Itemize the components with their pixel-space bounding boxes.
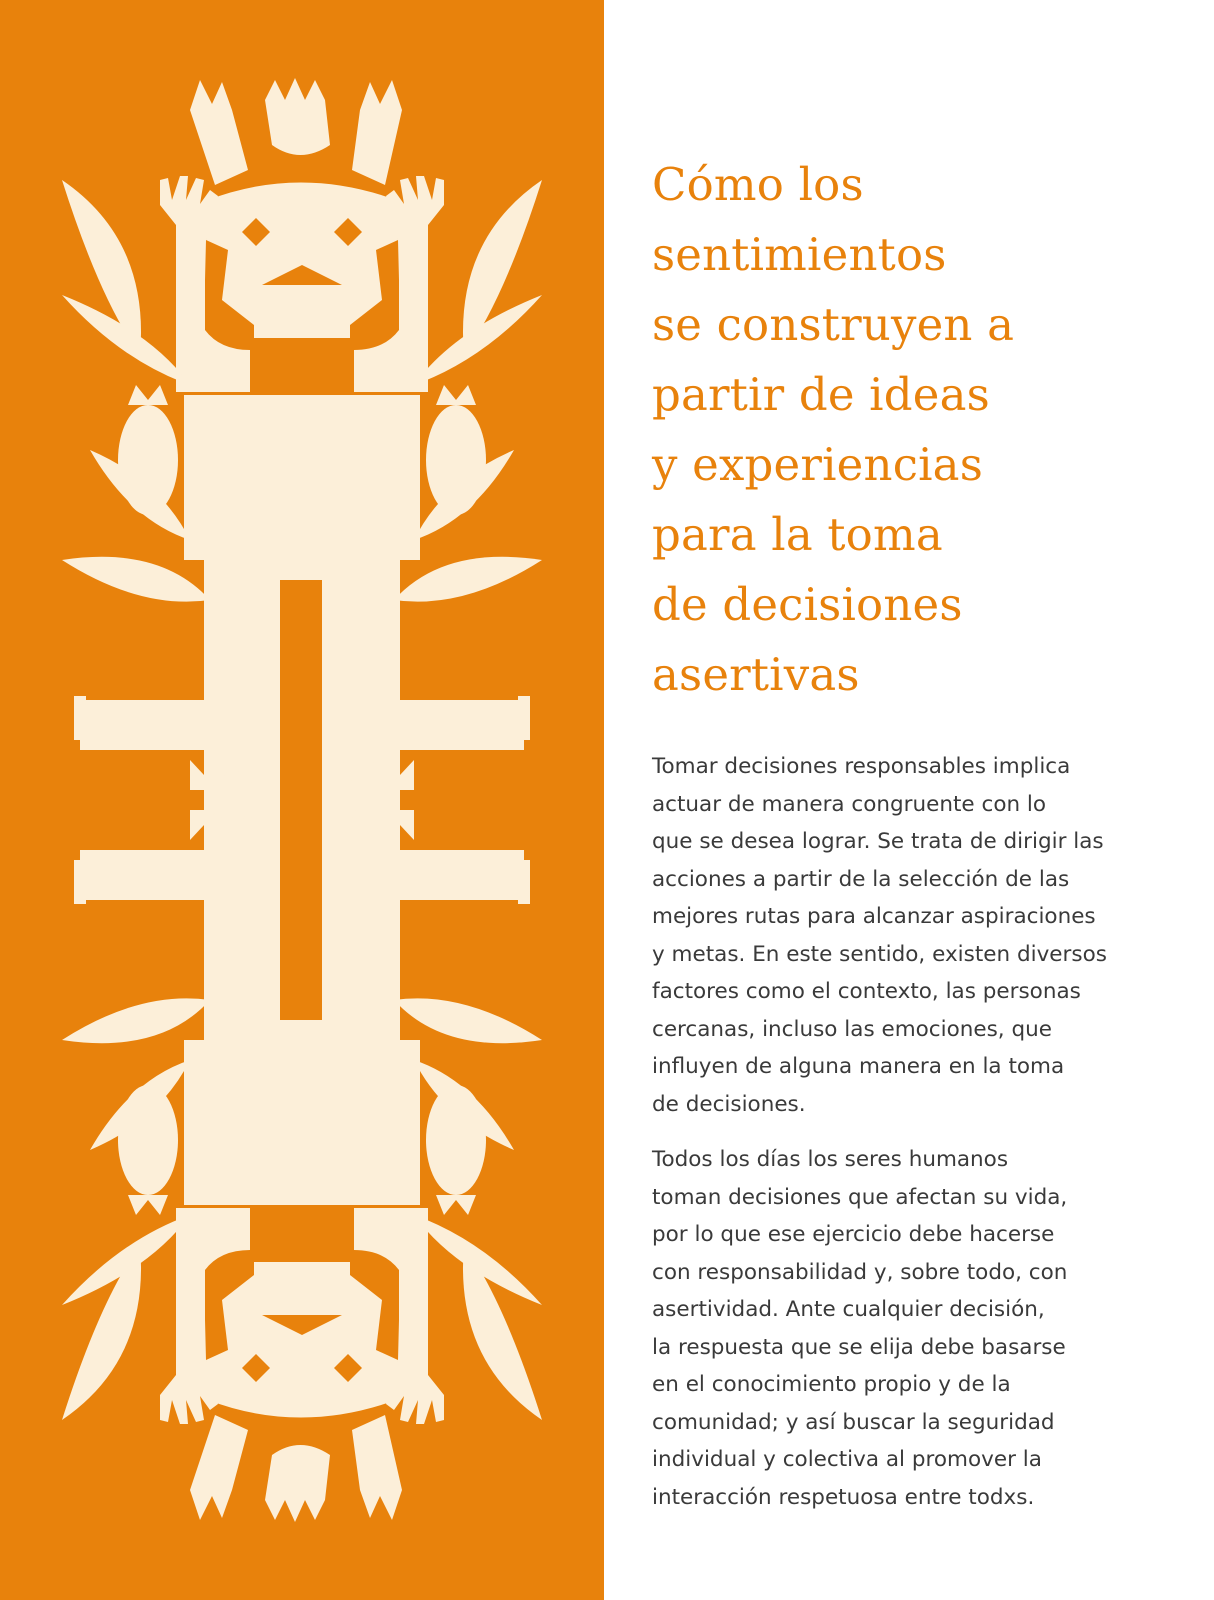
head [206, 183, 398, 339]
title-line: asertivas [652, 648, 860, 701]
paragraph-line: de decisiones. [652, 1091, 806, 1117]
illustration-panel [0, 0, 604, 1600]
paragraph-line: Todos los días los seres humanos [652, 1147, 1009, 1172]
title-line: se construyen a [652, 298, 1015, 351]
paragraph-line: actuar de manera congruente con lo [652, 791, 1047, 817]
paragraph-line: individual y colectiva al promover la [652, 1447, 1042, 1472]
title-line: Cómo los [652, 158, 864, 211]
paragraph-line: la respuesta que se elija debe basarse [652, 1334, 1066, 1360]
title-line: partir de ideas [652, 368, 990, 421]
paragraph-line: Tomar decisiones responsables implica [652, 754, 1071, 779]
paragraph-line: mejores rutas para alcanzar aspiraciones [652, 904, 1096, 929]
title-line: para la toma [652, 508, 943, 561]
body-text [652, 748, 1172, 1516]
paragraph-line: en el conocimiento propio y de la [652, 1372, 1011, 1397]
paragraph-line: comunidad; y así buscar la seguridad [652, 1409, 1055, 1435]
page-title [652, 150, 1172, 710]
content-column [652, 150, 1172, 1534]
paragraph-line: toman decisiones que afectan su vida, [652, 1184, 1068, 1210]
title-line: de decisiones [652, 578, 963, 631]
paragraph-line: cercanas, incluso las emociones, que [652, 1016, 1052, 1042]
paragraph-1 [652, 748, 1172, 1123]
paragraph-line: factores como el contexto, las personas [652, 979, 1081, 1004]
paragraph-line: y metas. En este sentido, existen diversos [652, 941, 1107, 967]
title-line: sentimientos [652, 228, 947, 281]
paragraph-line: influyen de alguna manera en la toma [652, 1054, 1065, 1079]
paragraph-line: asertividad. Ante cualquier decisión, [652, 1297, 1045, 1322]
paragraph-line: por lo que ese ejercicio debe hacerse [652, 1222, 1055, 1247]
paragraph-line: con responsabilidad y, sobre todo, con [652, 1259, 1068, 1285]
paragraph-2 [652, 1141, 1172, 1516]
folk-figure-icon [0, 0, 604, 1600]
title-line: y experiencias [652, 438, 984, 491]
paragraph-line: que se desea lograr. Se trata de dirigir las [652, 829, 1104, 854]
paragraph-line: acciones a partir de la selección de las [652, 866, 1070, 892]
paragraph-line: interacción respetuosa entre todxs. [652, 1484, 1035, 1510]
